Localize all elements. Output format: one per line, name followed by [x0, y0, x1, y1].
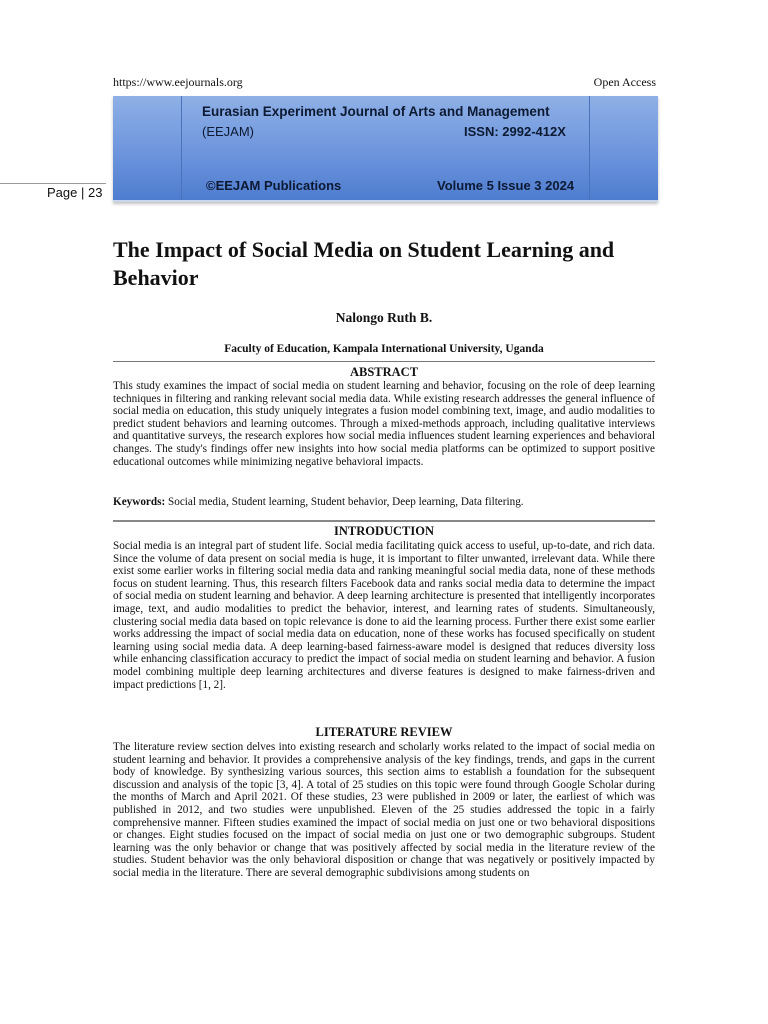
publisher-label: ©EEJAM Publications — [206, 178, 342, 193]
article-title: The Impact of Social Media on Student Learning and Behavior — [113, 237, 615, 290]
banner-divider-right — [589, 96, 590, 200]
author-name: Nalongo Ruth B. — [335, 310, 433, 325]
journal-banner — [113, 96, 658, 202]
journal-abbrev: (EEJAM) — [202, 124, 254, 139]
keywords-text: Social media, Student learning, Student behavior, Deep learning, Data filtering. — [168, 496, 524, 508]
introduction-heading: INTRODUCTION — [333, 524, 434, 538]
page-number: Page | 23 — [47, 185, 103, 200]
author-affiliation: Faculty of Education, Kampala International University, Uganda — [224, 343, 544, 355]
introduction-text: Social media is an integral part of student life. Social media facilitating quick access to useful, up-to-date, and rich data. Since the volume of data present on social media is huge, it is important to filter unwanted, irrelevant data. While there exist some earlier works in filtering social media data and ranking meaningful social media data, none of these methods focus on student learning. Thus, this research filters Facebook data and ranks social media data to determine the impact of social media on student learning and behavior. A deep learning architecture is presented that intelligently incorporates image, text, and audio modalities to predict the behavior, interest, and learning rates of students. Simultaneously, clustering social media data based on topic relevance is done to aid the learning process. Further there exist some earlier works addressing the impact of social media data on education, none of these works has focused specifically on student learning using social media data. A deep learning-based fairness-aware model is designed that reduces diversity loss while enhancing classification accuracy to predict the impact of social media on student learning and behavior. A fusion model combining multiple deep learning architectures and diverse features is designed to make fairness-driven and impact predictions [1, 2]. — [113, 540, 655, 691]
keywords-label: Keywords: — [113, 496, 166, 508]
literature-text: The literature review section delves into existing research and scholarly works related to the impact of social media on student learning and behavior. It provides a comprehensive analysis of the key findings, trends, and gaps in the current body of knowledge. By synthesizing various sources, this section aims to establish a foundation for the subsequent discussion and analysis of the topic [3, 4]. A total of 25 studies on this topic were found through Google Scholar during the months of March and April 2021. Of these studies, 23 were published in 2009 or later, the earliest of which was published in 2012, and two studies were unpublished. Eleven of the 25 studies addressed the topic in a fairly comprehensive manner. Fifteen studies examined the impact of social media on just one or two behavioral dispositions or changes. Eight studies focused on the impact of social media on just one or two demographic subgroups. Student learning was the only behavior or change that was positively affected by social media in the literature review of the studies. Student behavior was the only behavioral disposition or change that was negatively or positively impacted by social media in the literature. There are several demographic subdivisions among students on — [113, 741, 655, 879]
divider-introduction — [113, 520, 655, 522]
abstract-text: This study examines the impact of social media on student learning and behavior, focusing on the role of deep learning techniques in filtering and ranking relevant social media data. While existing research addresses the general influence of social media on education, this study uniquely integrates a fusion model combining text, image, and audio modalities to predict student behaviors and learning outcomes. Through a mixed-methods approach, including qualitative interviews and quantitative surveys, the research explores how social media influences student learning experiences and behavioral changes. The study's findings offer new insights into how social media platforms can be optimized to support positive educational outcomes while minimizing negative behavioral impacts. — [113, 380, 655, 468]
keywords-line — [113, 496, 655, 508]
divider-abstract — [113, 361, 655, 362]
banner-divider-left — [181, 96, 182, 200]
journal-issn: ISSN: 2992-412X — [464, 124, 566, 139]
page-rule — [0, 183, 106, 184]
abstract-heading: ABSTRACT — [349, 365, 419, 379]
volume-label: Volume 5 Issue 3 2024 — [437, 178, 575, 193]
journal-title: Eurasian Experiment Journal of Arts and Management — [202, 104, 550, 119]
literature-heading: LITERATURE REVIEW — [315, 725, 453, 739]
open-access-label: Open Access — [593, 75, 656, 89]
journal-url[interactable]: https://www.eejournals.org — [113, 75, 243, 89]
